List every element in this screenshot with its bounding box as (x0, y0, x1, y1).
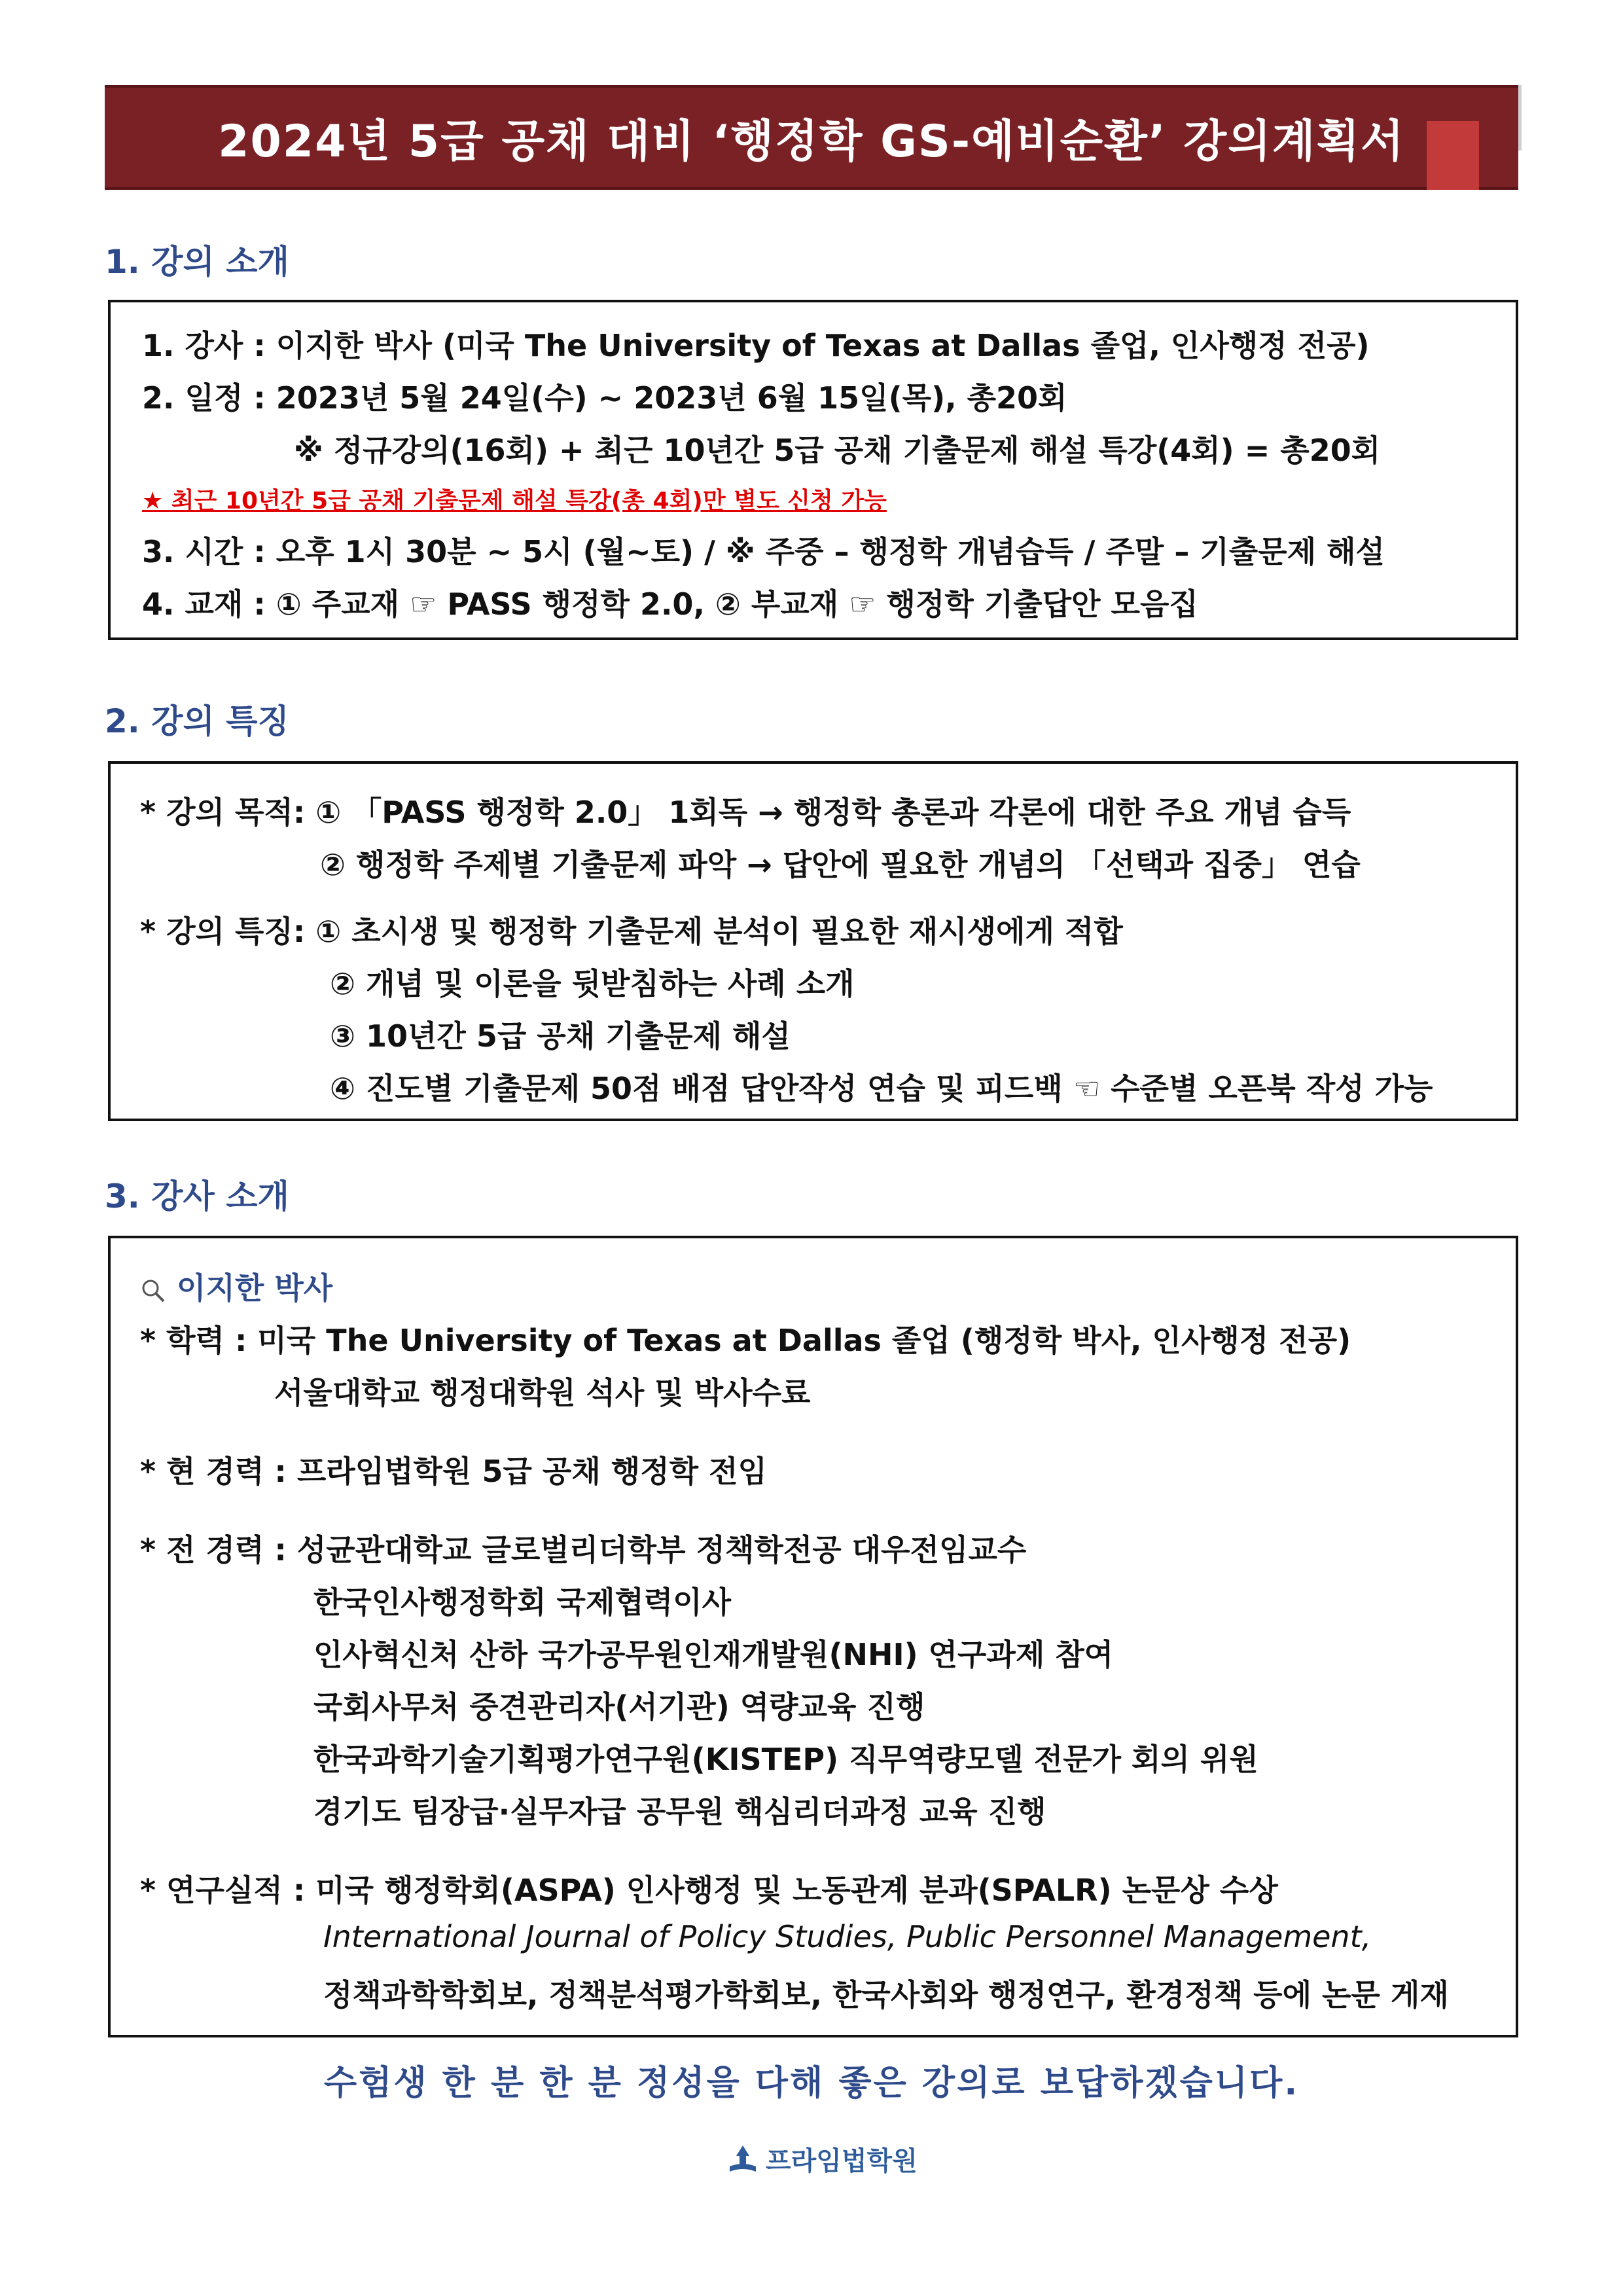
title-banner (105, 85, 1518, 190)
intro-line-instructor: 1. 강사 : 이지한 박사 (미국 The University of Texas at Dallas 졸업, 인사행정 전공) (142, 328, 1370, 363)
instructor-name: 이지한 박사 (177, 1270, 333, 1306)
intro-line-special-notice: ★ 최근 10년간 5급 공채 기출문제 해설 특강(총 4회)만 별도 신청 가능 (142, 488, 887, 514)
features-line-feature-4: ④ 진도별 기출문제 50점 배점 답안작성 연습 및 피드백 ☜ 수준별 오픈북 작성 가능 (330, 1071, 1433, 1106)
instructor-education-1: * 학력 : 미국 The University of Texas at Dallas 졸업 (행정학 박사, 인사행정 전공) (140, 1323, 1351, 1358)
instructor-name-row (140, 1265, 332, 1308)
intro-line-schedule-note: ※ 정규강의(16회) + 최근 10년간 5급 공채 기출문제 해설 특강(4회) = 총20회 (294, 433, 1381, 468)
page-title: 2024년 5급 공채 대비 ‘행정학 GS-예비순환’ 강의계획서 (218, 115, 1405, 168)
instructor-box (108, 1236, 1518, 2037)
instructor-current-career: * 현 경력 : 프라임법학원 5급 공채 행정학 전임 (140, 1454, 767, 1489)
course-intro-box (108, 300, 1518, 640)
intro-line-time: 3. 시간 : 오후 1시 30분 ~ 5시 (월~토) / ※ 주중 – 행정학 개념습득 / 주말 – 기출문제 해설 (142, 534, 1385, 569)
instructor-past-career-6: 경기도 팀장급·실무자급 공무원 핵심리더과정 교육 진행 (313, 1794, 1046, 1829)
instructor-research-1: * 연구실적 : 미국 행정학회(ASPA) 인사행정 및 노동관계 분과(SPALR) 논문상 수상 (140, 1873, 1278, 1908)
features-line-purpose-2: ② 행정학 주제별 기출문제 파악 → 답안에 필요한 개념의 「선택과 집중」 연습 (320, 847, 1361, 882)
instructor-past-career-4: 국회사무처 중견관리자(서기관) 역량교육 진행 (313, 1689, 925, 1725)
features-line-feature-1: * 강의 특징: ① 초시생 및 행정학 기출문제 분석이 필요한 재시생에게 적합 (140, 914, 1123, 949)
instructor-research-2: International Journal of Policy Studies, Public Personnel Management, (323, 1919, 1372, 1954)
features-line-feature-3: ③ 10년간 5급 공채 기출문제 해설 (330, 1018, 791, 1054)
instructor-past-career-3: 인사혁신처 산하 국가공무원인재개발원(NHI) 연구과제 참여 (313, 1637, 1114, 1672)
section-heading-features: 2. 강의 특징 (105, 702, 289, 740)
footer-logo (726, 2140, 918, 2178)
instructor-research-3: 정책과학학회보, 정책분석평가학회보, 한국사회와 행정연구, 환경정책 등에 논문 게재 (323, 1977, 1449, 2013)
instructor-past-career-2: 한국인사행정학회 국제협력이사 (313, 1585, 732, 1620)
instructor-past-career-1: * 전 경력 : 성균관대학교 글로벌리더학부 정책학전공 대우전임교수 (140, 1532, 1027, 1568)
instructor-past-career-5: 한국과학기술기획평가연구원(KISTEP) 직무역량모델 전문가 회의 위원 (313, 1742, 1258, 1777)
section-heading-instructor: 3. 강사 소개 (105, 1177, 289, 1215)
intro-line-textbook: 4. 교재 : ① 주교재 ☞ PASS 행정학 2.0, ② 부교재 ☞ 행정학 기출답안 모음집 (142, 586, 1198, 622)
search-icon (140, 1278, 166, 1304)
course-features-box (108, 761, 1518, 1121)
instructor-education-2: 서울대학교 행정대학원 석사 및 박사수료 (274, 1375, 811, 1410)
footer-logo-text: 프라임법학원 (766, 2146, 918, 2176)
features-line-purpose-1: * 강의 목적: ① 「PASS 행정학 2.0」 1회독 → 행정학 총론과 각론에 대한 주요 개념 습득 (140, 795, 1351, 830)
banner-decoration-red (1427, 121, 1479, 190)
section-heading-intro: 1. 강의 소개 (105, 243, 289, 281)
intro-line-schedule: 2. 일정 : 2023년 5월 24일(수) ~ 2023년 6월 15일(목), 총20회 (142, 380, 1067, 416)
features-line-feature-2: ② 개념 및 이론을 뒷받침하는 사례 소개 (330, 966, 855, 1001)
closing-message: 수험생 한 분 한 분 정성을 다해 좋은 강의로 보답하겠습니다. (323, 2064, 1300, 2103)
academy-logo-icon (726, 2143, 759, 2176)
